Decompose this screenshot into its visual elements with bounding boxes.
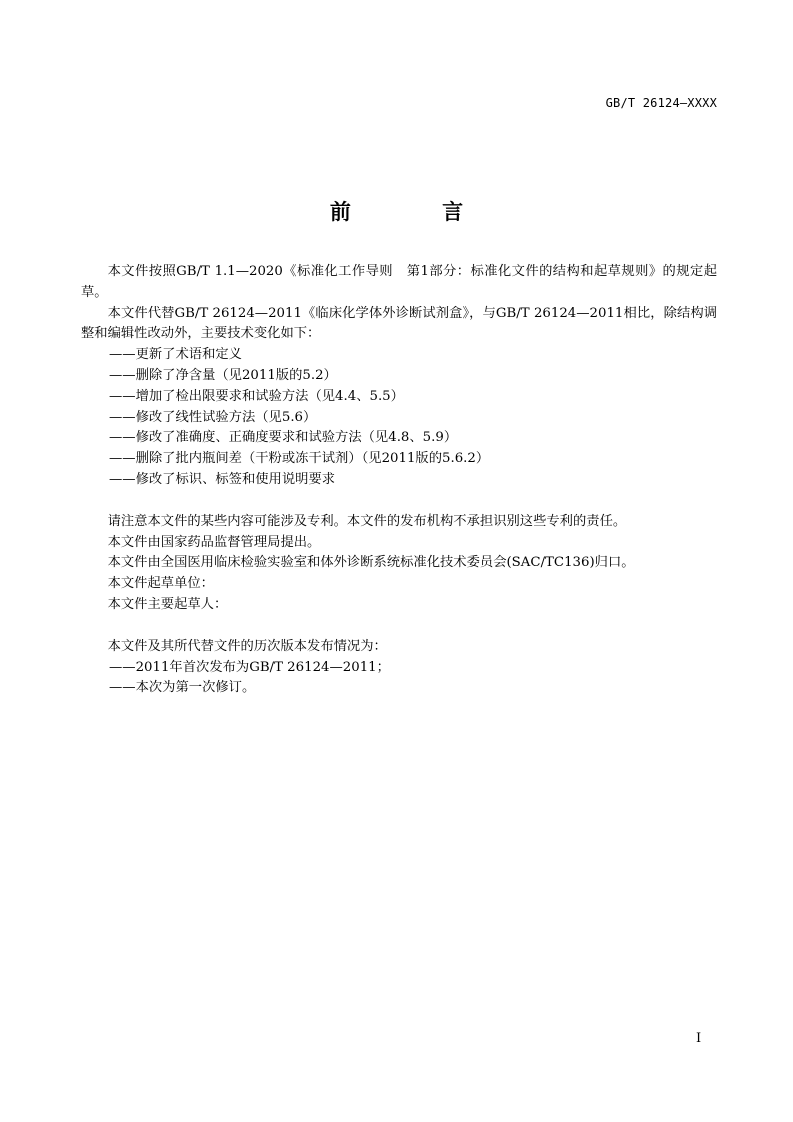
managed-by-statement: 本文件由全国医用临床检验实验室和体外诊断系统标准化技术委员会(SAC/TC136)归口。 — [107, 555, 635, 571]
spacer — [81, 616, 717, 637]
drafters-label: 本文件主要起草人： — [107, 596, 228, 612]
history-intro: 本文件及其所代替文件的历次版本发布情况为： — [107, 638, 387, 654]
drafting-rules-paragraph: 本文件按照GB/T 1.1—2020《标准化工作导则 第1部分：标准化文件的结构和起草规则》的规定起草。 — [81, 264, 717, 300]
list-item: ——删除了净含量（见2011版的5.2） — [109, 367, 337, 383]
standard-code-header: GB/T 26124—XXXX — [605, 96, 717, 110]
technical-changes-list — [81, 345, 717, 491]
list-item: ——修改了标识、标签和使用说明要求 — [109, 471, 336, 487]
page-title: 前 言 — [329, 200, 506, 224]
list-item: ——修改了线性试验方法（见5.6） — [109, 409, 317, 425]
list-item: ——2011年首次发布为GB/T 26124—2011； — [109, 659, 390, 675]
foreword-body — [81, 262, 717, 699]
list-item: ——修改了准确度、正确度要求和试验方法（见4.8、5.9） — [109, 430, 458, 446]
spacer — [81, 491, 717, 512]
proposed-by-statement: 本文件由国家药品监督管理局提出。 — [107, 534, 321, 550]
list-item: ——本次为第一次修订。 — [109, 680, 256, 696]
list-item: ——更新了术语和定义 — [109, 347, 242, 363]
list-item: ——增加了检出限要求和试验方法（见4.4、5.5） — [109, 388, 404, 404]
drafting-units-label: 本文件起草单位： — [107, 576, 214, 592]
patent-notice: 请注意本文件的某些内容可能涉及专利。本文件的发布机构不承担识别这些专利的责任。 — [107, 513, 627, 529]
list-item: ——删除了批内瓶间差（干粉或冻干试剂）（见2011版的5.6.2） — [109, 451, 490, 467]
page-number: I — [696, 1031, 702, 1046]
replacement-paragraph: 本文件代替GB/T 26124—2011《临床化学体外诊断试剂盒》，与GB/T 26124—2011相比，除结构调整和编辑性改动外，主要技术变化如下： — [81, 305, 717, 342]
